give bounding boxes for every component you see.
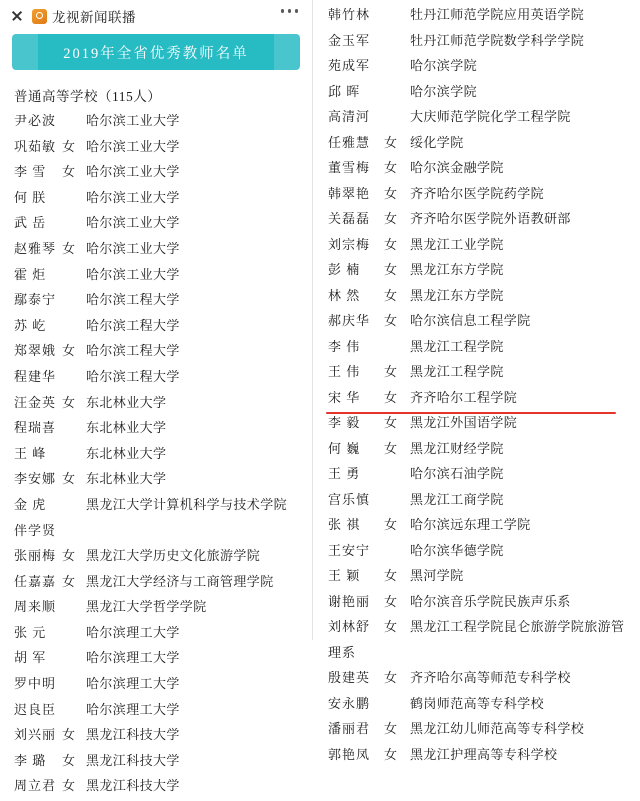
person-gender: 女 bbox=[62, 240, 76, 256]
person-name: 霍 炬 bbox=[14, 266, 47, 282]
person-name: 何 朕 bbox=[14, 189, 47, 205]
person-org: 黑龙江外国语学院 bbox=[410, 415, 518, 430]
list-item bbox=[0, 673, 312, 699]
person-gender: 女 bbox=[384, 593, 398, 609]
person-org: 黑龙江护理高等专科学校 bbox=[410, 746, 558, 762]
list-item bbox=[314, 693, 640, 719]
left-page-column bbox=[0, 0, 313, 794]
list-item bbox=[0, 596, 312, 622]
section-title: 普通高等学校（115人） bbox=[14, 89, 162, 104]
person-name: 王 颖 bbox=[328, 568, 361, 583]
person-org: 哈尔滨工业大学 bbox=[86, 215, 180, 231]
person-org: 黑龙江科技大学 bbox=[86, 752, 180, 768]
person-org: 哈尔滨华德学院 bbox=[410, 542, 504, 558]
person-gender: 女 bbox=[384, 670, 398, 685]
person-gender: 女 bbox=[384, 721, 398, 736]
person-org: 黑龙江大学历史文化旅游学院 bbox=[86, 548, 261, 564]
person-name: 尹必波 bbox=[14, 113, 57, 128]
person-name: 李 毅 bbox=[328, 415, 361, 430]
person-name: 张丽梅 bbox=[14, 548, 57, 564]
person-gender: 女 bbox=[62, 471, 76, 487]
person-gender: 女 bbox=[384, 415, 398, 430]
list-item bbox=[314, 514, 640, 540]
person-name: 郑翠娥 bbox=[14, 343, 57, 359]
list-item bbox=[314, 4, 640, 30]
list-item bbox=[0, 238, 312, 264]
person-name: 程建华 bbox=[14, 368, 57, 384]
person-name: 宫乐慎 bbox=[328, 491, 371, 507]
person-org: 黑龙江财经学院 bbox=[410, 440, 504, 456]
person-name: 鄢泰宁 bbox=[14, 292, 57, 308]
list-item bbox=[0, 110, 312, 136]
person-name: 安永鹏 bbox=[328, 695, 371, 711]
list-item bbox=[0, 647, 312, 673]
person-name: 理系 bbox=[328, 644, 357, 660]
list-item bbox=[314, 463, 640, 489]
person-name: 任雅慧 bbox=[328, 134, 371, 150]
person-name: 李 璐 bbox=[14, 752, 47, 768]
person-org: 哈尔滨信息工程学院 bbox=[410, 313, 531, 328]
banner-bar bbox=[12, 34, 300, 70]
list-item bbox=[0, 264, 312, 290]
list-item bbox=[0, 161, 312, 187]
person-name: 张 元 bbox=[14, 624, 47, 640]
person-org: 东北林业大学 bbox=[86, 445, 167, 461]
person-name: 刘兴丽 bbox=[14, 727, 57, 743]
list-item bbox=[0, 289, 312, 315]
list-item bbox=[314, 412, 640, 438]
person-org: 黑龙江工业学院 bbox=[410, 236, 504, 252]
person-name: 关磊磊 bbox=[328, 211, 371, 226]
list-item bbox=[314, 667, 640, 693]
person-name: 苑成军 bbox=[328, 58, 371, 73]
person-org: 黑龙江科技大学 bbox=[86, 778, 180, 794]
person-org: 哈尔滨理工大学 bbox=[86, 624, 180, 640]
person-org: 哈尔滨理工大学 bbox=[86, 650, 180, 666]
list-item bbox=[0, 750, 312, 776]
person-gender: 女 bbox=[62, 343, 76, 359]
person-name: 巩茹敏 bbox=[14, 138, 57, 154]
person-gender: 女 bbox=[384, 262, 398, 277]
person-gender: 女 bbox=[62, 164, 76, 180]
person-name: 苏 屹 bbox=[14, 317, 47, 333]
list-item bbox=[314, 438, 640, 464]
person-name: 张 祺 bbox=[328, 517, 361, 532]
person-org: 哈尔滨理工大学 bbox=[86, 701, 180, 717]
list-item bbox=[0, 622, 312, 648]
person-name: 赵雅琴 bbox=[14, 240, 57, 256]
person-name: 李安娜 bbox=[14, 471, 57, 487]
list-item bbox=[0, 724, 312, 750]
person-org: 齐齐哈尔高等师范专科学校 bbox=[410, 670, 571, 685]
list-item bbox=[0, 545, 312, 571]
person-org: 哈尔滨石油学院 bbox=[410, 466, 504, 481]
person-org: 哈尔滨理工大学 bbox=[86, 676, 180, 692]
person-org: 黑河学院 bbox=[410, 568, 464, 583]
list-item-highlighted bbox=[314, 387, 640, 413]
list-item bbox=[314, 234, 640, 260]
person-org: 黑龙江幼儿师范高等专科学校 bbox=[410, 721, 585, 736]
list-item bbox=[0, 468, 312, 494]
person-org: 黑龙江科技大学 bbox=[86, 727, 180, 743]
list-item bbox=[314, 361, 640, 387]
list-item bbox=[314, 285, 640, 311]
person-name: 郝庆华 bbox=[328, 313, 371, 328]
person-name: 王 勇 bbox=[328, 466, 361, 481]
person-name: 林 然 bbox=[328, 287, 361, 303]
person-name: 金玉军 bbox=[328, 32, 371, 48]
person-org: 牡丹江师范学院数学科学学院 bbox=[410, 32, 585, 48]
right-name-list bbox=[314, 0, 640, 769]
list-item bbox=[314, 591, 640, 617]
person-org: 哈尔滨学院 bbox=[410, 83, 478, 99]
person-gender: 女 bbox=[384, 364, 398, 379]
person-gender: 女 bbox=[384, 134, 398, 150]
person-org: 哈尔滨工业大学 bbox=[86, 138, 180, 154]
person-name: 谢艳丽 bbox=[328, 593, 371, 609]
person-org: 哈尔滨工程大学 bbox=[86, 343, 180, 359]
person-gender: 女 bbox=[62, 727, 76, 743]
list-item bbox=[0, 699, 312, 725]
person-gender: 女 bbox=[384, 568, 398, 583]
person-org: 哈尔滨工程大学 bbox=[86, 292, 180, 308]
person-org: 东北林业大学 bbox=[86, 394, 167, 410]
list-item bbox=[314, 616, 640, 642]
more-options-icon[interactable] bbox=[281, 9, 299, 13]
person-org: 黑龙江工程学院 bbox=[410, 364, 504, 379]
person-name: 彭 楠 bbox=[328, 262, 361, 277]
person-gender: 女 bbox=[384, 440, 398, 456]
person-name: 何 巍 bbox=[328, 440, 361, 456]
person-name: 王安宁 bbox=[328, 542, 371, 558]
list-item bbox=[0, 417, 312, 443]
person-name: 迟良臣 bbox=[14, 701, 57, 717]
app-top-bar bbox=[0, 0, 312, 32]
close-icon[interactable] bbox=[10, 9, 24, 23]
person-name: 邱 晖 bbox=[328, 83, 361, 99]
person-org: 东北林业大学 bbox=[86, 471, 167, 487]
list-item bbox=[314, 310, 640, 336]
person-org: 哈尔滨工业大学 bbox=[86, 113, 180, 128]
person-name: 郭艳凤 bbox=[328, 746, 371, 762]
person-gender: 女 bbox=[62, 752, 76, 768]
person-org: 黑龙江大学经济与工商管理学院 bbox=[86, 573, 274, 589]
person-org: 哈尔滨工业大学 bbox=[86, 266, 180, 282]
person-name: 程瑞喜 bbox=[14, 420, 57, 436]
person-name: 韩翠艳 bbox=[328, 185, 371, 201]
right-page-column bbox=[314, 0, 640, 762]
person-org: 哈尔滨工业大学 bbox=[86, 164, 180, 180]
avatar-icon[interactable] bbox=[32, 9, 47, 24]
person-org: 黑龙江东方学院 bbox=[410, 287, 504, 303]
person-name: 王 伟 bbox=[328, 364, 361, 379]
person-gender: 女 bbox=[384, 287, 398, 303]
person-gender: 女 bbox=[62, 548, 76, 564]
list-item bbox=[314, 540, 640, 566]
account-name[interactable]: 龙视新闻联播 bbox=[52, 10, 136, 25]
person-org: 哈尔滨工程大学 bbox=[86, 317, 180, 333]
left-name-list bbox=[0, 70, 312, 801]
person-gender: 女 bbox=[384, 313, 398, 328]
list-item bbox=[0, 392, 312, 418]
list-item bbox=[0, 315, 312, 341]
person-gender: 女 bbox=[384, 746, 398, 762]
person-gender: 女 bbox=[62, 778, 76, 794]
person-gender: 女 bbox=[384, 619, 398, 634]
list-item bbox=[314, 642, 640, 668]
person-name: 殷建英 bbox=[328, 670, 371, 685]
person-gender: 女 bbox=[384, 517, 398, 532]
list-item bbox=[0, 212, 312, 238]
list-item bbox=[0, 136, 312, 162]
person-name: 汪金英 bbox=[14, 394, 57, 410]
person-org: 哈尔滨远东理工学院 bbox=[410, 517, 531, 532]
person-gender: 女 bbox=[384, 185, 398, 201]
list-item bbox=[314, 718, 640, 744]
person-gender: 女 bbox=[62, 573, 76, 589]
person-org: 黑龙江大学哲学学院 bbox=[86, 599, 207, 615]
list-item bbox=[314, 106, 640, 132]
person-org: 绥化学院 bbox=[410, 134, 464, 150]
person-org: 齐齐哈尔工程学院 bbox=[410, 389, 518, 405]
person-org: 大庆师范学院化学工程学院 bbox=[410, 109, 571, 124]
person-org: 黑龙江大学计算机科学与技术学院 bbox=[86, 496, 288, 512]
person-name: 李 伟 bbox=[328, 338, 361, 354]
list-item bbox=[0, 187, 312, 213]
banner-title: 2019年全省优秀教师名单 bbox=[63, 45, 249, 62]
person-name: 韩竹林 bbox=[328, 7, 371, 22]
list-item bbox=[0, 443, 312, 469]
person-name: 宋 华 bbox=[328, 389, 361, 405]
list-item bbox=[314, 30, 640, 56]
person-name: 潘丽君 bbox=[328, 721, 371, 736]
list-item bbox=[314, 183, 640, 209]
person-org: 哈尔滨音乐学院民族声乐系 bbox=[410, 593, 571, 609]
list-item bbox=[314, 744, 640, 770]
person-name: 周立君 bbox=[14, 778, 57, 794]
person-name: 武 岳 bbox=[14, 215, 47, 231]
list-item bbox=[0, 340, 312, 366]
list-item bbox=[314, 157, 640, 183]
person-gender: 女 bbox=[384, 211, 398, 226]
person-org: 黑龙江工程学院昆仑旅游学院旅游管 bbox=[410, 619, 625, 634]
person-name: 高清河 bbox=[328, 109, 371, 124]
person-org: 齐齐哈尔医学院药学院 bbox=[410, 185, 545, 201]
person-org: 齐齐哈尔医学院外语教研部 bbox=[410, 211, 571, 226]
list-item bbox=[314, 208, 640, 234]
list-item bbox=[314, 259, 640, 285]
person-gender: 女 bbox=[62, 138, 76, 154]
person-org: 哈尔滨金融学院 bbox=[410, 160, 504, 175]
person-name: 任嘉嘉 bbox=[14, 573, 57, 589]
list-item bbox=[0, 775, 312, 801]
person-org: 哈尔滨工业大学 bbox=[86, 240, 180, 256]
person-gender: 女 bbox=[384, 160, 398, 175]
person-org: 哈尔滨学院 bbox=[410, 58, 478, 73]
person-name: 刘宗梅 bbox=[328, 236, 371, 252]
person-name: 胡 军 bbox=[14, 650, 47, 666]
list-item bbox=[314, 55, 640, 81]
person-name: 王 峰 bbox=[14, 445, 47, 461]
person-org: 东北林业大学 bbox=[86, 420, 167, 436]
person-name: 罗中明 bbox=[14, 676, 57, 692]
list-item bbox=[314, 132, 640, 158]
list-item bbox=[0, 494, 312, 520]
list-item bbox=[314, 565, 640, 591]
person-org: 鹤岗师范高等专科学校 bbox=[410, 695, 545, 711]
person-org: 黑龙江东方学院 bbox=[410, 262, 504, 277]
list-item bbox=[0, 520, 312, 546]
list-item bbox=[314, 81, 640, 107]
list-item bbox=[314, 336, 640, 362]
person-name: 伴学贤 bbox=[14, 522, 57, 538]
person-org: 牡丹江师范学院应用英语学院 bbox=[410, 7, 585, 22]
person-gender: 女 bbox=[384, 236, 398, 252]
article-banner bbox=[0, 34, 312, 70]
person-name: 金 虎 bbox=[14, 496, 47, 512]
person-org: 哈尔滨工业大学 bbox=[86, 189, 180, 205]
list-item bbox=[0, 366, 312, 392]
person-name: 董雪梅 bbox=[328, 160, 371, 175]
person-gender: 女 bbox=[62, 394, 76, 410]
list-item bbox=[0, 571, 312, 597]
person-name: 周来顺 bbox=[14, 599, 57, 615]
person-name: 刘林舒 bbox=[328, 619, 371, 634]
person-org: 黑龙江工程学院 bbox=[410, 338, 504, 354]
person-org: 黑龙江工商学院 bbox=[410, 491, 504, 507]
person-gender: 女 bbox=[384, 389, 398, 405]
person-name: 李 雪 bbox=[14, 164, 47, 180]
list-item bbox=[314, 489, 640, 515]
person-org: 哈尔滨工程大学 bbox=[86, 368, 180, 384]
